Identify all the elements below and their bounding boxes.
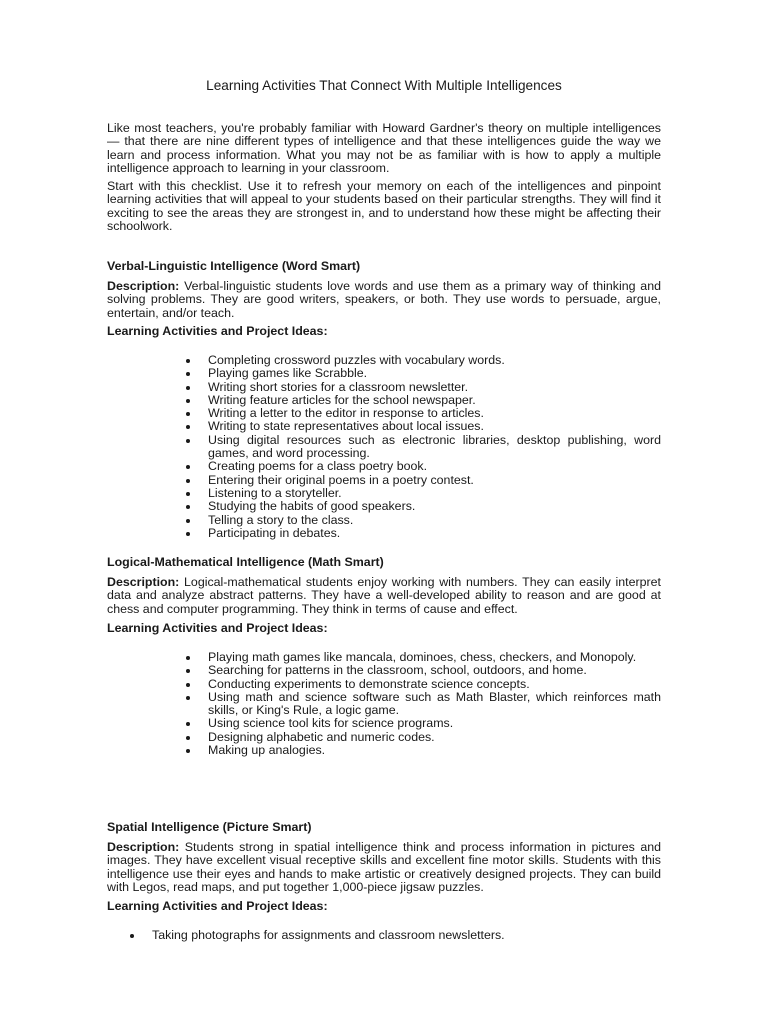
list-item: Studying the habits of good speakers. bbox=[208, 500, 661, 513]
section-description-verbal: Description: Verbal-linguistic students love words and use them as a primary way of thinking and solving problems. They are good writers, speakers, or both. They use words to persuade, argue, entertain, and/or teach. bbox=[107, 279, 661, 320]
activities-heading-logical: Learning Activities and Project Ideas: bbox=[107, 621, 328, 635]
activities-list-logical bbox=[208, 651, 661, 757]
intro-paragraph-1: Like most teachers, you're probably familiar with Howard Gardner's theory on multiple intelligences — that there are nine different types of intelligence and that these intelligences guide the way we learn and process information. What you may not be as familiar with is how to apply a multiple intelligence approach to learning in your classroom. bbox=[107, 121, 661, 175]
list-item: Playing games like Scrabble. bbox=[208, 367, 661, 380]
section-heading-spatial: Spatial Intelligence (Picture Smart) bbox=[107, 820, 312, 834]
intro-paragraph-2: Start with this checklist. Use it to refresh your memory on each of the intelligences and pinpoint learning activities that will appeal to your students based on their particular strengths. They will find it exciting to see the areas they are strongest in, and to understand how these might be affecting their schoolwork. bbox=[107, 179, 661, 233]
list-item: Conducting experiments to demonstrate science concepts. bbox=[208, 678, 661, 691]
activities-heading-verbal: Learning Activities and Project Ideas: bbox=[107, 324, 328, 338]
list-item: Taking photographs for assignments and classroom newsletters. bbox=[152, 929, 661, 942]
list-item: Using science tool kits for science programs. bbox=[208, 717, 661, 730]
list-item: Telling a story to the class. bbox=[208, 514, 661, 527]
description-label: Description: bbox=[107, 575, 180, 589]
list-item: Searching for patterns in the classroom, school, outdoors, and home. bbox=[208, 664, 661, 677]
section-heading-verbal: Verbal-Linguistic Intelligence (Word Smart) bbox=[107, 259, 361, 273]
list-item: Writing short stories for a classroom newsletter. bbox=[208, 381, 661, 394]
section-description-logical: Description: Logical-mathematical students enjoy working with numbers. They can easily interpret data and analyze abstract patterns. They have a well-developed ability to reason and are good at chess and computer programming. They think in terms of cause and effect. bbox=[107, 575, 661, 616]
activities-list-verbal bbox=[208, 354, 661, 540]
list-item: Creating poems for a class poetry book. bbox=[208, 460, 661, 473]
activities-heading-spatial: Learning Activities and Project Ideas: bbox=[107, 899, 328, 913]
activities-list-spatial bbox=[152, 929, 661, 942]
list-item: Using math and science software such as Math Blaster, which reinforces math skills, or King's Rule, a logic game. bbox=[208, 689, 661, 718]
list-item: Using digital resources such as electronic libraries, desktop publishing, word games, and word processing. bbox=[208, 432, 661, 461]
list-item: Listening to a storyteller. bbox=[208, 487, 661, 500]
description-label: Description: bbox=[107, 279, 180, 293]
list-item: Entering their original poems in a poetry contest. bbox=[208, 474, 661, 487]
list-item: Designing alphabetic and numeric codes. bbox=[208, 731, 661, 744]
list-item: Playing math games like mancala, dominoes, chess, checkers, and Monopoly. bbox=[208, 651, 661, 664]
list-item: Participating in debates. bbox=[208, 527, 661, 540]
list-item: Writing feature articles for the school newspaper. bbox=[208, 394, 661, 407]
list-item: Making up analogies. bbox=[208, 744, 661, 757]
section-heading-logical: Logical-Mathematical Intelligence (Math Smart) bbox=[107, 555, 384, 569]
description-label: Description: bbox=[107, 840, 180, 854]
section-description-spatial: Description: Students strong in spatial intelligence think and process information in pictures and images. They have excellent visual receptive skills and excellent fine motor skills. Students with this intelligence use their eyes and hands to make artistic or creatively designed projects. They can build with Legos, read maps, and put together 1,000-piece jigsaw puzzles. bbox=[107, 840, 661, 894]
list-item: Completing crossword puzzles with vocabulary words. bbox=[208, 354, 661, 367]
list-item: Writing to state representatives about local issues. bbox=[208, 420, 661, 433]
list-item: Writing a letter to the editor in response to articles. bbox=[208, 407, 661, 420]
page-title: Learning Activities That Connect With Multiple Intelligences bbox=[206, 78, 562, 93]
